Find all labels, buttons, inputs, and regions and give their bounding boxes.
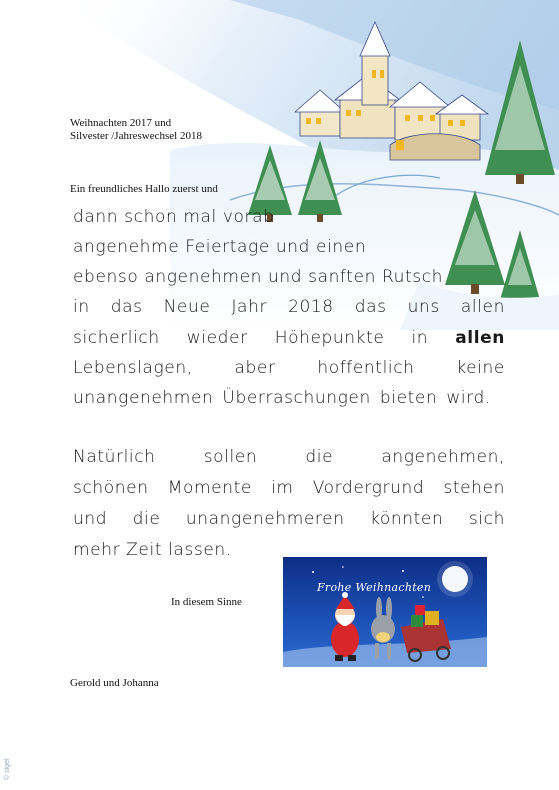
hand-line xyxy=(73,297,505,317)
word: angenehmen, xyxy=(381,447,505,467)
card-illustration xyxy=(283,557,487,667)
word: Vordergrund xyxy=(312,478,425,498)
hand-line: mehr Zeit lassen. xyxy=(73,540,232,560)
word: aber xyxy=(234,358,276,378)
emphasized-word: allen xyxy=(455,328,505,348)
word: Momente xyxy=(167,478,252,498)
word: wird. xyxy=(446,388,491,408)
word: Höhepunkte xyxy=(274,328,385,348)
word: sich xyxy=(468,509,505,529)
word: unangenehmeren xyxy=(185,509,345,529)
word: unangenehmen xyxy=(73,388,214,408)
word: Jahr xyxy=(231,297,268,317)
word: in xyxy=(73,297,90,317)
word: das xyxy=(110,297,143,317)
word: wieder xyxy=(186,328,248,348)
word: allen xyxy=(460,297,505,317)
word: sicherlich xyxy=(73,328,160,348)
word: die xyxy=(132,509,161,529)
hand-line xyxy=(73,509,505,529)
greeting-line: Ein freundliches Hallo zuerst und xyxy=(70,183,218,195)
heading-line-1: Weihnachten 2017 und xyxy=(70,117,172,129)
word: die xyxy=(305,447,334,467)
word: keine xyxy=(456,358,505,378)
hand-line xyxy=(73,478,505,498)
word: in xyxy=(411,328,429,348)
hand-line xyxy=(73,447,505,467)
word: Natürlich xyxy=(73,447,156,467)
hand-line: angenehme Feiertage und einen xyxy=(73,237,367,257)
word: hoffentlich xyxy=(317,358,415,378)
santa-icon xyxy=(331,592,359,661)
word: und xyxy=(73,509,108,529)
word: Neue xyxy=(163,297,211,317)
hand-line xyxy=(73,388,505,408)
word: bieten xyxy=(379,388,438,408)
hand-line xyxy=(73,328,505,348)
card-title: Frohe Weihnachten xyxy=(317,581,432,594)
letter-heading xyxy=(70,117,202,143)
heading-line-2: Silvester /Jahreswechsel 2018 xyxy=(70,130,202,142)
hand-line: ebenso angenehmen und sanften Rutsch xyxy=(73,267,444,287)
hand-line: dann schon mal vorab xyxy=(73,207,275,227)
word: Überraschungen xyxy=(222,388,371,408)
word: uns xyxy=(407,297,440,317)
word: 2018 xyxy=(288,297,334,317)
word: das xyxy=(354,297,387,317)
word: könnten xyxy=(370,509,444,529)
word: stehen xyxy=(443,478,505,498)
brand-stamp xyxy=(2,720,16,780)
closing-line: In diesem Sinne xyxy=(171,596,242,608)
stamp-text: © sigel xyxy=(4,758,11,780)
word: im xyxy=(271,478,294,498)
word: sollen xyxy=(203,447,258,467)
hand-line xyxy=(73,358,505,378)
word: schönen xyxy=(73,478,149,498)
christmas-card-image xyxy=(283,557,487,667)
signature: Gerold und Johanna xyxy=(70,677,159,689)
word: Lebenslagen, xyxy=(73,358,193,378)
